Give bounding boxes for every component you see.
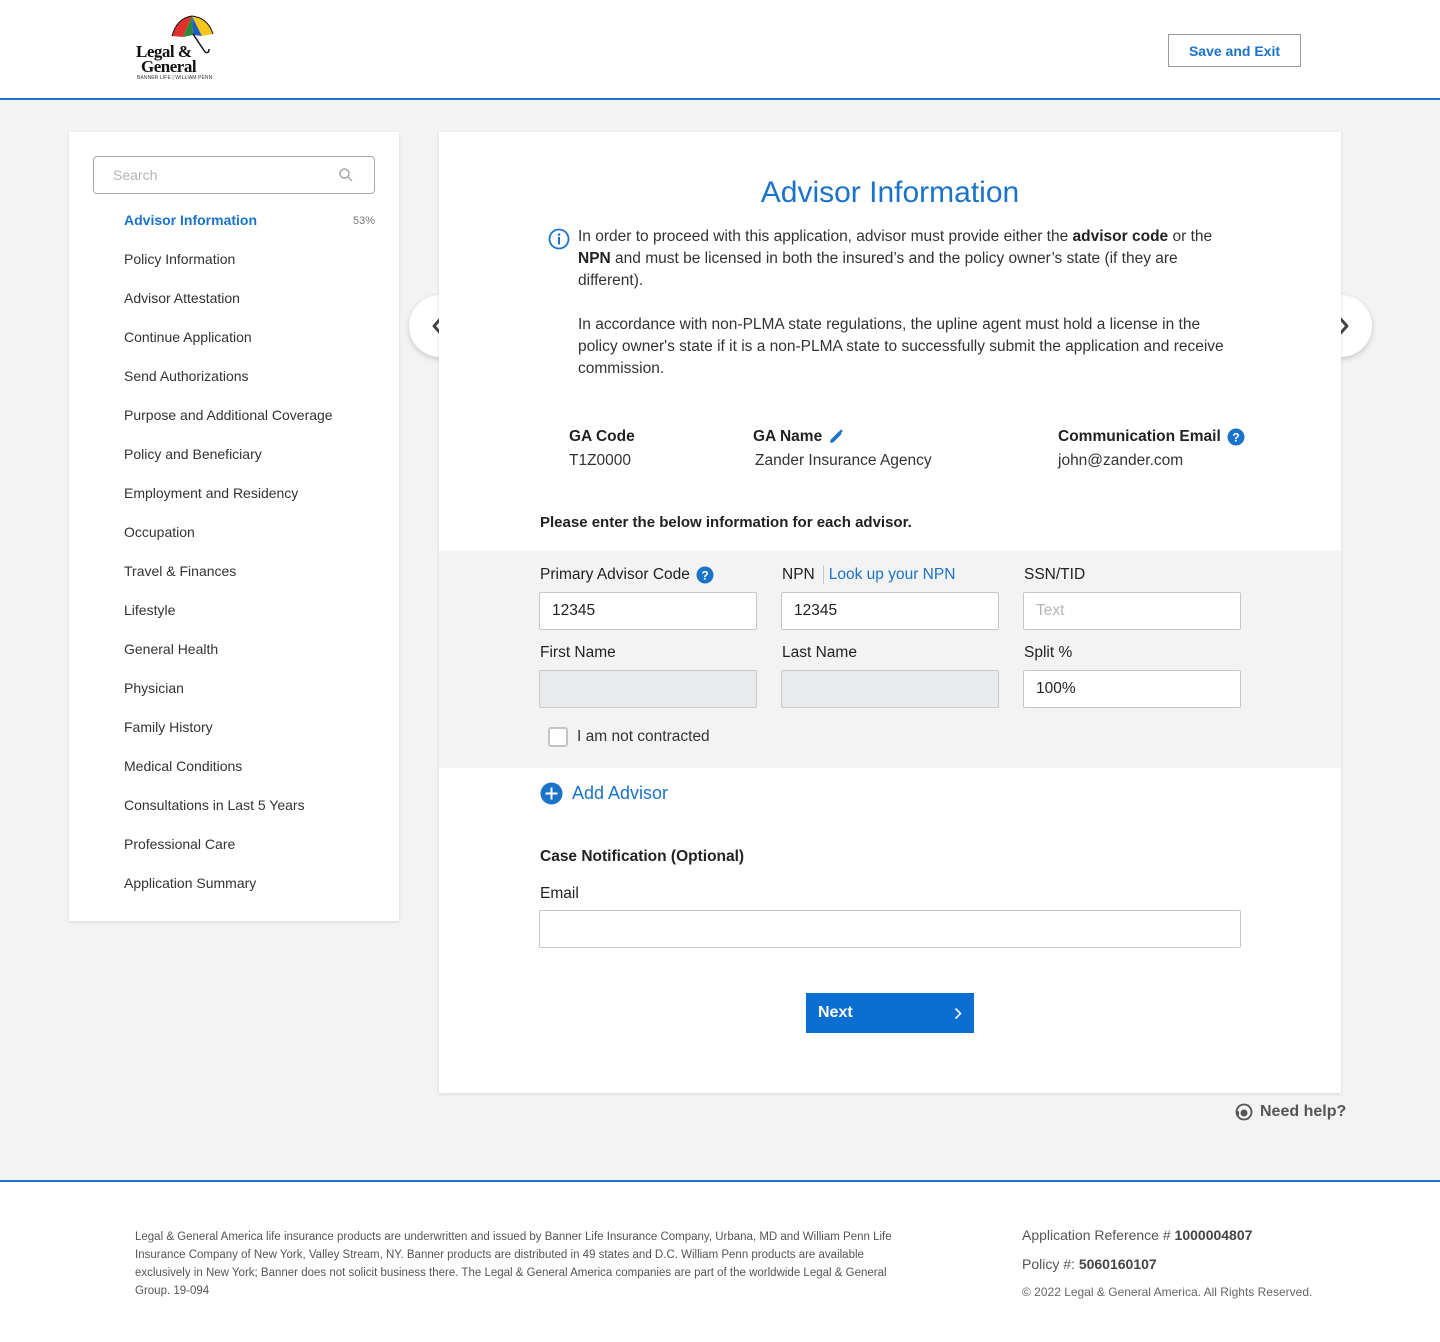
first-name-label: First Name <box>540 644 616 661</box>
sidebar-item-send-authorizations[interactable] <box>124 360 375 399</box>
sidebar-item-label: Advisor Information <box>124 212 258 228</box>
page-title: Advisor Information <box>760 176 1020 209</box>
info-paragraph-2: In accordance with non-PLMA state regulations, the upline agent must hold a license in the policy owner's state if it is a non-PLMA state to successfully submit the application and receive commission. <box>578 316 1224 377</box>
sidebar-item-family-history[interactable] <box>124 711 375 750</box>
sidebar-item-label: Medical Conditions <box>124 758 243 774</box>
next-button[interactable] <box>806 993 974 1033</box>
help-question-icon[interactable] <box>1227 428 1245 446</box>
svg-text:?: ? <box>701 568 709 583</box>
footer <box>0 1180 1440 1342</box>
sidebar-item-label: Occupation <box>124 524 195 540</box>
advisor-information-card <box>439 132 1341 1093</box>
info-text-part: and must be licensed in both the insured’s and the policy owner’s state (if they are different). <box>578 250 1178 289</box>
pencil-edit-icon[interactable] <box>828 429 844 445</box>
search-input[interactable] <box>94 157 334 193</box>
legal-disclaimer: Legal & General America life insurance products are underwritten and issued by Banner Life Insurance Company, Urbana, MD and William Penn Life Insurance Company of New York, Valley Stream, NY. Banner products are distributed in 49 states and D.C. William Penn products are available exclusively in New York; Banner does not solicit business there. The Legal & General America companies are part of the worldwide Legal & General Group. 19-094 <box>135 1231 892 1297</box>
last-name-label: Last Name <box>782 644 857 661</box>
add-advisor-label: Add Advisor <box>572 783 669 803</box>
sidebar-item-lifestyle[interactable] <box>124 594 375 633</box>
ga-code-block <box>569 426 635 470</box>
sidebar-item-occupation[interactable] <box>124 516 375 555</box>
need-help-link[interactable] <box>1235 1103 1346 1121</box>
split-percent-label: Split % <box>1024 644 1073 661</box>
first-name-input <box>539 670 757 708</box>
sidebar-item-advisor-information[interactable] <box>124 204 375 243</box>
sidebar-item-travel-finances[interactable] <box>124 555 375 594</box>
sidebar-item-application-summary[interactable] <box>124 867 375 906</box>
add-advisor-button[interactable] <box>540 782 668 805</box>
sidebar-item-label: Send Authorizations <box>124 368 249 384</box>
not-contracted-checkbox[interactable] <box>548 727 568 747</box>
info-message <box>578 226 1238 380</box>
sidebar-item-label: Policy and Beneficiary <box>124 446 262 462</box>
sidebar-item-general-health[interactable] <box>124 633 375 672</box>
info-paragraph-1 <box>578 226 1238 292</box>
info-bold-advisor-code: advisor code <box>1072 228 1169 245</box>
sidebar-item-label: General Health <box>124 641 219 657</box>
case-notification-title: Case Notification (Optional) <box>540 848 745 865</box>
sidebar <box>69 132 399 921</box>
sidebar-item-medical-conditions[interactable] <box>124 750 375 789</box>
policy-number-label: Policy #: <box>1022 1256 1079 1272</box>
policy-number <box>1022 1256 1157 1272</box>
sidebar-search <box>93 156 375 194</box>
ga-name-label: GA Name <box>753 428 823 445</box>
next-button-label: Next <box>818 1004 853 1021</box>
application-reference-value: 1000004807 <box>1174 1227 1253 1243</box>
sidebar-item-label: Physician <box>124 680 184 696</box>
sidebar-item-policy-beneficiary[interactable] <box>124 438 375 477</box>
sidebar-item-label: Purpose and Additional Coverage <box>124 407 333 423</box>
email-input[interactable] <box>539 910 1241 948</box>
ga-code-label: GA Code <box>569 428 635 445</box>
sidebar-item-label: Consultations in Last 5 Years <box>124 797 305 813</box>
sidebar-item-label: Professional Care <box>124 836 236 852</box>
communication-email-label: Communication Email <box>1058 428 1221 445</box>
brand-logo[interactable] <box>135 14 217 84</box>
sidebar-nav <box>124 204 375 906</box>
info-bold-npn: NPN <box>578 250 611 267</box>
communication-email-value: john@zander.com <box>1058 452 1184 469</box>
sidebar-item-advisor-attestation[interactable] <box>124 282 375 321</box>
copyright: © 2022 Legal & General America. All Rights Reserved. <box>1022 1285 1313 1299</box>
progress-percent: 53% <box>352 215 375 227</box>
sidebar-item-label: Lifestyle <box>124 602 176 618</box>
communication-email-block <box>1058 426 1245 470</box>
header <box>0 0 1440 100</box>
logo-subtitle: BANNER LIFE | WILLIAM PENN <box>137 75 213 81</box>
sidebar-item-policy-information[interactable] <box>124 243 375 282</box>
plus-circle-icon <box>540 782 563 805</box>
policy-number-value: 5060160107 <box>1078 1256 1157 1272</box>
not-contracted-label[interactable]: I am not contracted <box>577 728 710 745</box>
save-and-exit-button[interactable]: Save and Exit <box>1168 34 1301 67</box>
ssn-tid-label: SSN/TID <box>1024 566 1086 583</box>
chevron-right-icon <box>954 1007 962 1020</box>
info-text-part: or the <box>1168 228 1213 245</box>
npn-lookup-link[interactable]: Look up your NPN <box>823 566 956 584</box>
logo-text-legal: Legal & <box>136 42 192 61</box>
advisor-entry-panel <box>439 551 1341 768</box>
ga-name-value: Zander Insurance Agency <box>755 452 932 469</box>
need-help-label: Need help? <box>1260 1103 1347 1120</box>
ga-code-value: T1Z0000 <box>569 452 632 469</box>
sidebar-item-label: Continue Application <box>124 329 252 345</box>
last-name-input <box>781 670 999 708</box>
sidebar-item-employment-residency[interactable] <box>124 477 375 516</box>
primary-advisor-code-label-row <box>540 566 714 584</box>
sidebar-item-label: Application Summary <box>124 875 257 891</box>
sidebar-item-label: Family History <box>124 719 213 735</box>
sidebar-item-physician[interactable] <box>124 672 375 711</box>
info-icon <box>548 228 570 250</box>
npn-label-row <box>782 566 955 584</box>
info-text-part: In order to proceed with this application, advisor must provide either the <box>578 228 1073 245</box>
sidebar-item-professional-care[interactable] <box>124 828 375 867</box>
advisor-instruction: Please enter the below information for each advisor. <box>540 514 912 531</box>
support-agent-icon <box>1235 1103 1253 1121</box>
split-percent-input[interactable] <box>1023 670 1241 708</box>
logo-text-general: General <box>141 57 197 76</box>
application-reference <box>1022 1227 1252 1243</box>
primary-advisor-code-input[interactable] <box>539 592 757 630</box>
primary-advisor-code-label: Primary Advisor Code <box>540 566 690 583</box>
application-reference-label: Application Reference # <box>1022 1227 1175 1243</box>
email-label: Email <box>540 885 579 902</box>
sidebar-item-label: Policy Information <box>124 251 236 267</box>
sidebar-item-consultations[interactable] <box>124 789 375 828</box>
npn-label: NPN <box>782 566 815 583</box>
sidebar-item-purpose-coverage[interactable] <box>124 399 375 438</box>
help-question-icon[interactable] <box>696 566 714 584</box>
search-icon[interactable] <box>338 167 354 183</box>
sidebar-item-continue-application[interactable] <box>124 321 375 360</box>
sidebar-item-label: Employment and Residency <box>124 485 299 501</box>
svg-text:?: ? <box>1232 430 1240 445</box>
npn-input[interactable] <box>781 592 999 630</box>
ssn-tid-input[interactable] <box>1023 592 1241 630</box>
ga-name-block <box>753 426 932 470</box>
sidebar-item-label: Travel & Finances <box>124 563 237 579</box>
sidebar-item-label: Advisor Attestation <box>124 290 240 306</box>
